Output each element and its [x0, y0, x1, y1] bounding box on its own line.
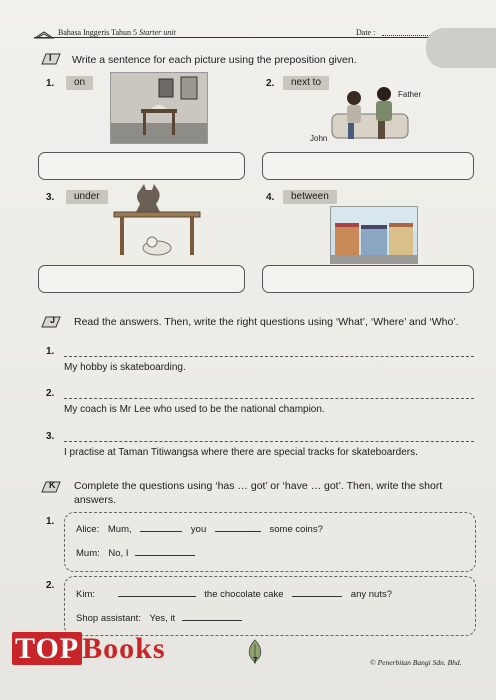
- k1-blank-1[interactable]: [140, 523, 182, 532]
- item-4-preposition: between: [283, 190, 337, 204]
- item-1-number: 1.: [46, 78, 55, 89]
- header-title: [58, 28, 176, 37]
- section-k-instruction-line-1: Complete the questions using ‘has … got’ or ‘have … got’. Then, write the short: [74, 480, 443, 492]
- k-item-2-line-2: [76, 612, 242, 625]
- k1-text-b: you: [190, 524, 207, 535]
- item-2-preposition: next to: [283, 76, 329, 90]
- section-j-letter: J: [50, 315, 56, 325]
- k-item-1-number: 1.: [46, 516, 55, 527]
- k2-text-a: the chocolate cake: [204, 589, 284, 600]
- table-picture: [112, 182, 202, 258]
- j-item-3-number: 3.: [46, 431, 55, 442]
- k2-reply-text: Yes, it: [149, 613, 176, 624]
- k-item-2-dialogue-box: [64, 576, 476, 636]
- logo-top: TOP: [12, 632, 82, 665]
- k1-reply-text: No, I: [108, 548, 129, 559]
- kim-speaker: Kim:: [76, 589, 95, 600]
- item-3-preposition: under: [66, 190, 108, 204]
- header-unit: Starter unit: [139, 28, 176, 37]
- j-item-1-number: 1.: [46, 346, 55, 357]
- j-item-3-answer: I practise at Taman Titiwangsa where there are special tracks for skateboarders.: [64, 447, 418, 458]
- k-item-1-line-1: [76, 523, 323, 536]
- item-2-answer-box[interactable]: [262, 152, 474, 180]
- item-1-answer-box[interactable]: [38, 152, 245, 180]
- item-1-preposition: on: [66, 76, 93, 90]
- k2-reply-blank[interactable]: [182, 612, 242, 621]
- j-item-3-question-line[interactable]: [64, 441, 474, 443]
- page-number-leaf-icon: [244, 638, 266, 671]
- shops-picture: [330, 206, 418, 264]
- k2-text-b: any nuts?: [350, 589, 392, 600]
- j-item-2-question-line[interactable]: [64, 398, 474, 400]
- k1-blank-2[interactable]: [215, 523, 261, 532]
- k2-blank-1[interactable]: [118, 588, 196, 597]
- john-label: John: [310, 134, 328, 143]
- section-i-letter: I: [49, 53, 52, 63]
- shop-assistant-speaker: Shop assistant:: [76, 613, 141, 624]
- publisher-credit: © Penerbitan Bangi Sdn. Bhd.: [370, 658, 462, 667]
- k1-text-a: Mum,: [107, 524, 132, 535]
- k-item-1-dialogue-box: [64, 512, 476, 572]
- unit-tab: [426, 28, 496, 68]
- father-label: Father: [398, 90, 422, 99]
- section-k-instruction-line-2: answers.: [74, 494, 117, 506]
- j-item-1-question-line[interactable]: [64, 356, 474, 358]
- alice-speaker: Alice:: [76, 524, 100, 535]
- header-book-title: Bahasa Inggeris Tahun 5: [58, 28, 138, 37]
- mum-speaker: Mum:: [76, 548, 100, 559]
- section-j-instruction: Read the answers. Then, write the right questions using ‘What’, ‘Where’ and ‘Who’.: [74, 316, 459, 328]
- logo-books: Books: [82, 632, 166, 665]
- header-rule: [34, 37, 474, 38]
- date-label: Date :: [356, 28, 376, 37]
- topbooks-logo: [12, 632, 166, 666]
- item-4-number: 4.: [266, 192, 275, 203]
- item-3-answer-box[interactable]: [38, 265, 245, 293]
- j-item-2-number: 2.: [46, 388, 55, 399]
- j-item-1-answer: My hobby is skateboarding.: [64, 362, 186, 373]
- j-item-2-answer: My coach is Mr Lee who used to be the national champion.: [64, 404, 325, 415]
- book-icon: [34, 27, 54, 45]
- section-i-instruction: Write a sentence for each picture using the preposition given.: [72, 54, 357, 66]
- k-item-2-number: 2.: [46, 580, 55, 591]
- k-item-1-line-2: [76, 547, 195, 560]
- room-picture: [110, 72, 208, 144]
- item-2-number: 2.: [266, 78, 275, 89]
- k1-text-c: some coins?: [269, 524, 323, 535]
- k2-blank-2[interactable]: [292, 588, 342, 597]
- item-4-answer-box[interactable]: [262, 265, 474, 293]
- section-k-letter: K: [49, 480, 56, 490]
- item-3-number: 3.: [46, 192, 55, 203]
- page-number: 7: [253, 656, 258, 665]
- k-item-2-line-1: [76, 588, 392, 601]
- k1-reply-blank[interactable]: [135, 547, 195, 556]
